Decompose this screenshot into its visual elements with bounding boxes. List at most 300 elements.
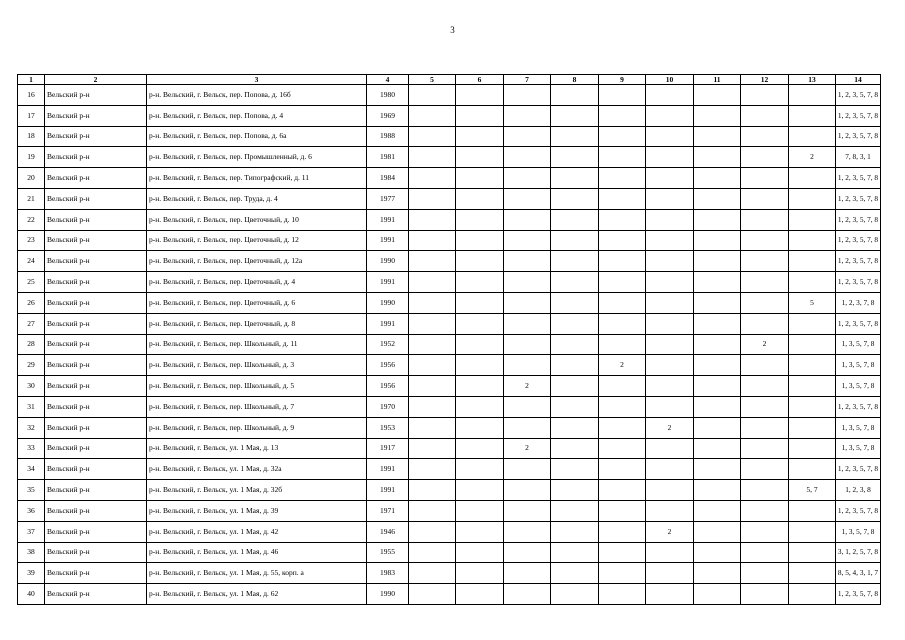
cell-c14: 1, 2, 3, 5, 7, 8	[836, 584, 881, 605]
cell-c12	[741, 438, 789, 459]
cell-c8	[551, 147, 599, 168]
cell-c14: 1, 3, 5, 7, 8	[836, 417, 881, 438]
cell-c13	[789, 230, 836, 251]
cell-c13	[789, 563, 836, 584]
cell-c13	[789, 438, 836, 459]
column-header-1: 1	[18, 75, 45, 85]
cell-c6	[456, 292, 504, 313]
cell-c10	[646, 272, 694, 293]
table-row	[18, 500, 881, 521]
table-row	[18, 126, 881, 147]
cell-c12	[741, 584, 789, 605]
cell-c12	[741, 563, 789, 584]
cell-c8	[551, 563, 599, 584]
cell-year: 1955	[367, 542, 409, 563]
cell-n: 27	[18, 313, 45, 334]
cell-address: р-н. Вельский, г. Вельск, ул. 1 Мая, д. 62	[147, 584, 367, 605]
cell-c9	[599, 272, 646, 293]
cell-c14: 3, 1, 2, 5, 7, 8	[836, 542, 881, 563]
cell-c10	[646, 209, 694, 230]
cell-c6	[456, 230, 504, 251]
data-table	[17, 74, 881, 605]
cell-c5	[409, 480, 456, 501]
table-body	[18, 85, 881, 605]
table-row	[18, 147, 881, 168]
cell-c9	[599, 480, 646, 501]
cell-address: р-н. Вельский, г. Вельск, пер. Школьный, д. 5	[147, 376, 367, 397]
cell-c10	[646, 85, 694, 106]
cell-c7: 2	[504, 376, 551, 397]
cell-year: 1980	[367, 85, 409, 106]
cell-c11	[694, 396, 741, 417]
cell-c10	[646, 147, 694, 168]
cell-c7	[504, 105, 551, 126]
cell-district: Вельский р-н	[45, 521, 147, 542]
cell-c14: 1, 3, 5, 7, 8	[836, 334, 881, 355]
cell-year: 1953	[367, 417, 409, 438]
cell-c13	[789, 396, 836, 417]
table-row	[18, 417, 881, 438]
cell-n: 26	[18, 292, 45, 313]
cell-c7: 2	[504, 438, 551, 459]
cell-c14: 1, 2, 3, 5, 7, 8	[836, 105, 881, 126]
cell-c8	[551, 500, 599, 521]
cell-c11	[694, 417, 741, 438]
cell-c10	[646, 292, 694, 313]
cell-c14: 1, 2, 3, 5, 7, 8	[836, 459, 881, 480]
cell-district: Вельский р-н	[45, 230, 147, 251]
cell-c11	[694, 584, 741, 605]
cell-c13	[789, 272, 836, 293]
cell-c9	[599, 584, 646, 605]
table-row	[18, 230, 881, 251]
cell-c11	[694, 230, 741, 251]
cell-c9	[599, 230, 646, 251]
cell-c7	[504, 209, 551, 230]
cell-n: 25	[18, 272, 45, 293]
cell-c10	[646, 584, 694, 605]
cell-c5	[409, 147, 456, 168]
cell-c13: 2	[789, 147, 836, 168]
cell-c7	[504, 272, 551, 293]
cell-c7	[504, 542, 551, 563]
cell-year: 1971	[367, 500, 409, 521]
table-row	[18, 334, 881, 355]
cell-c13	[789, 209, 836, 230]
table-row	[18, 376, 881, 397]
cell-c8	[551, 209, 599, 230]
cell-district: Вельский р-н	[45, 168, 147, 189]
table-header-row	[18, 75, 881, 85]
cell-c13	[789, 334, 836, 355]
cell-c14: 1, 3, 5, 7, 8	[836, 438, 881, 459]
cell-c6	[456, 334, 504, 355]
cell-c6	[456, 459, 504, 480]
table-row	[18, 459, 881, 480]
cell-c5	[409, 438, 456, 459]
cell-address: р-н. Вельский, г. Вельск, ул. 1 Мая, д. 55, корп. а	[147, 563, 367, 584]
cell-address: р-н. Вельский, г. Вельск, ул. 1 Мая, д. 13	[147, 438, 367, 459]
cell-c13: 5	[789, 292, 836, 313]
cell-c7	[504, 292, 551, 313]
cell-c11	[694, 292, 741, 313]
cell-c9	[599, 85, 646, 106]
cell-c13	[789, 417, 836, 438]
cell-c6	[456, 521, 504, 542]
cell-c11	[694, 459, 741, 480]
cell-c11	[694, 147, 741, 168]
cell-year: 1990	[367, 292, 409, 313]
cell-n: 38	[18, 542, 45, 563]
table-row	[18, 292, 881, 313]
cell-c9	[599, 105, 646, 126]
cell-c8	[551, 313, 599, 334]
cell-c11	[694, 126, 741, 147]
cell-c8	[551, 272, 599, 293]
cell-address: р-н. Вельский, г. Вельск, пер. Цветочный, д. 12	[147, 230, 367, 251]
cell-c10	[646, 251, 694, 272]
cell-c13: 5, 7	[789, 480, 836, 501]
cell-c7	[504, 459, 551, 480]
cell-c5	[409, 542, 456, 563]
cell-c8	[551, 584, 599, 605]
cell-c12	[741, 230, 789, 251]
cell-n: 22	[18, 209, 45, 230]
cell-c8	[551, 417, 599, 438]
cell-address: р-н. Вельский, г. Вельск, пер. Цветочный, д. 6	[147, 292, 367, 313]
cell-c7	[504, 313, 551, 334]
cell-district: Вельский р-н	[45, 459, 147, 480]
cell-address: р-н. Вельский, г. Вельск, пер. Попова, д. 4	[147, 105, 367, 126]
cell-c11	[694, 438, 741, 459]
cell-c7	[504, 500, 551, 521]
cell-address: р-н. Вельский, г. Вельск, пер. Цветочный, д. 12а	[147, 251, 367, 272]
cell-c13	[789, 126, 836, 147]
column-header-2: 2	[45, 75, 147, 85]
cell-c6	[456, 396, 504, 417]
cell-district: Вельский р-н	[45, 209, 147, 230]
cell-c6	[456, 542, 504, 563]
cell-district: Вельский р-н	[45, 500, 147, 521]
cell-c9	[599, 292, 646, 313]
cell-district: Вельский р-н	[45, 396, 147, 417]
cell-c7	[504, 168, 551, 189]
cell-c14: 1, 2, 3, 7, 8	[836, 292, 881, 313]
cell-c14: 1, 2, 3, 5, 7, 8	[836, 313, 881, 334]
cell-c12	[741, 355, 789, 376]
cell-c5	[409, 188, 456, 209]
table-row	[18, 355, 881, 376]
cell-c5	[409, 459, 456, 480]
cell-c10	[646, 230, 694, 251]
cell-c12	[741, 105, 789, 126]
cell-c6	[456, 563, 504, 584]
cell-n: 23	[18, 230, 45, 251]
cell-district: Вельский р-н	[45, 85, 147, 106]
cell-address: р-н. Вельский, г. Вельск, ул. 1 Мая, д. 32б	[147, 480, 367, 501]
column-header-11: 11	[694, 75, 741, 85]
cell-address: р-н. Вельский, г. Вельск, пер. Попова, д. 16б	[147, 85, 367, 106]
cell-n: 30	[18, 376, 45, 397]
cell-c5	[409, 105, 456, 126]
cell-c7	[504, 563, 551, 584]
cell-c8	[551, 230, 599, 251]
cell-c5	[409, 126, 456, 147]
cell-c12	[741, 417, 789, 438]
cell-c13	[789, 168, 836, 189]
cell-district: Вельский р-н	[45, 355, 147, 376]
cell-c10	[646, 459, 694, 480]
cell-c9	[599, 126, 646, 147]
cell-c12	[741, 542, 789, 563]
cell-c7	[504, 584, 551, 605]
cell-district: Вельский р-н	[45, 292, 147, 313]
cell-c5	[409, 251, 456, 272]
cell-n: 31	[18, 396, 45, 417]
cell-c11	[694, 209, 741, 230]
cell-c12	[741, 251, 789, 272]
cell-c10	[646, 355, 694, 376]
cell-c12	[741, 500, 789, 521]
cell-c12	[741, 292, 789, 313]
table-row	[18, 542, 881, 563]
cell-c7	[504, 521, 551, 542]
cell-year: 1977	[367, 188, 409, 209]
cell-district: Вельский р-н	[45, 480, 147, 501]
cell-c5	[409, 334, 456, 355]
cell-c12	[741, 168, 789, 189]
cell-address: р-н. Вельский, г. Вельск, пер. Цветочный, д. 10	[147, 209, 367, 230]
table-row	[18, 521, 881, 542]
cell-c9	[599, 542, 646, 563]
table-row	[18, 480, 881, 501]
cell-year: 1990	[367, 251, 409, 272]
cell-c9	[599, 313, 646, 334]
cell-c5	[409, 563, 456, 584]
cell-year: 1991	[367, 272, 409, 293]
cell-district: Вельский р-н	[45, 313, 147, 334]
cell-c12	[741, 396, 789, 417]
table-row	[18, 438, 881, 459]
cell-c6	[456, 126, 504, 147]
cell-address: р-н. Вельский, г. Вельск, пер. Промышленный, д. 6	[147, 147, 367, 168]
cell-district: Вельский р-н	[45, 251, 147, 272]
cell-address: р-н. Вельский, г. Вельск, пер. Цветочный, д. 8	[147, 313, 367, 334]
cell-c5	[409, 355, 456, 376]
cell-year: 1956	[367, 376, 409, 397]
cell-c14: 1, 3, 5, 7, 8	[836, 355, 881, 376]
cell-c12	[741, 480, 789, 501]
cell-n: 21	[18, 188, 45, 209]
cell-c6	[456, 147, 504, 168]
cell-year: 1991	[367, 230, 409, 251]
cell-c8	[551, 188, 599, 209]
cell-c11	[694, 521, 741, 542]
cell-c7	[504, 417, 551, 438]
cell-c5	[409, 272, 456, 293]
cell-c11	[694, 188, 741, 209]
cell-c10	[646, 396, 694, 417]
cell-district: Вельский р-н	[45, 417, 147, 438]
cell-year: 1981	[367, 147, 409, 168]
table-row	[18, 209, 881, 230]
cell-c11	[694, 542, 741, 563]
cell-c9	[599, 500, 646, 521]
cell-district: Вельский р-н	[45, 272, 147, 293]
cell-c7	[504, 355, 551, 376]
cell-c13	[789, 251, 836, 272]
cell-c14: 1, 3, 5, 7, 8	[836, 521, 881, 542]
cell-c13	[789, 355, 836, 376]
cell-c7	[504, 85, 551, 106]
cell-c7	[504, 126, 551, 147]
cell-address: р-н. Вельский, г. Вельск, пер. Труда, д. 4	[147, 188, 367, 209]
cell-c8	[551, 168, 599, 189]
cell-c14: 1, 2, 3, 5, 7, 8	[836, 188, 881, 209]
cell-n: 36	[18, 500, 45, 521]
cell-c11	[694, 251, 741, 272]
cell-address: р-н. Вельский, г. Вельск, ул. 1 Мая, д. 46	[147, 542, 367, 563]
cell-address: р-н. Вельский, г. Вельск, пер. Школьный, д. 3	[147, 355, 367, 376]
cell-c6	[456, 272, 504, 293]
cell-c6	[456, 209, 504, 230]
cell-c9: 2	[599, 355, 646, 376]
cell-c13	[789, 188, 836, 209]
cell-c7	[504, 251, 551, 272]
cell-c5	[409, 396, 456, 417]
cell-c12	[741, 459, 789, 480]
cell-address: р-н. Вельский, г. Вельск, пер. Школьный, д. 9	[147, 417, 367, 438]
cell-address: р-н. Вельский, г. Вельск, пер. Цветочный, д. 4	[147, 272, 367, 293]
cell-year: 1991	[367, 459, 409, 480]
cell-c5	[409, 500, 456, 521]
cell-c6	[456, 438, 504, 459]
cell-year: 1946	[367, 521, 409, 542]
column-header-7: 7	[504, 75, 551, 85]
cell-c10	[646, 480, 694, 501]
cell-c8	[551, 355, 599, 376]
cell-c6	[456, 251, 504, 272]
cell-c9	[599, 438, 646, 459]
cell-c12	[741, 376, 789, 397]
cell-n: 39	[18, 563, 45, 584]
table-row	[18, 396, 881, 417]
cell-c12	[741, 85, 789, 106]
cell-c8	[551, 251, 599, 272]
cell-c14: 1, 2, 3, 5, 7, 8	[836, 209, 881, 230]
cell-n: 19	[18, 147, 45, 168]
column-header-10: 10	[646, 75, 694, 85]
cell-district: Вельский р-н	[45, 188, 147, 209]
table-row	[18, 251, 881, 272]
cell-n: 34	[18, 459, 45, 480]
cell-c11	[694, 105, 741, 126]
cell-c5	[409, 584, 456, 605]
cell-c10	[646, 438, 694, 459]
cell-c11	[694, 355, 741, 376]
cell-year: 1917	[367, 438, 409, 459]
cell-n: 28	[18, 334, 45, 355]
cell-c12: 2	[741, 334, 789, 355]
cell-c14: 1, 2, 3, 5, 7, 8	[836, 168, 881, 189]
cell-district: Вельский р-н	[45, 438, 147, 459]
table-row	[18, 313, 881, 334]
cell-c9	[599, 188, 646, 209]
cell-district: Вельский р-н	[45, 376, 147, 397]
cell-year: 1983	[367, 563, 409, 584]
cell-c9	[599, 334, 646, 355]
cell-c8	[551, 105, 599, 126]
cell-n: 33	[18, 438, 45, 459]
cell-c7	[504, 188, 551, 209]
cell-c6	[456, 500, 504, 521]
cell-year: 1984	[367, 168, 409, 189]
column-header-13: 13	[789, 75, 836, 85]
cell-n: 18	[18, 126, 45, 147]
cell-c6	[456, 85, 504, 106]
cell-c11	[694, 376, 741, 397]
table-row	[18, 563, 881, 584]
cell-c8	[551, 438, 599, 459]
cell-c9	[599, 396, 646, 417]
cell-c14: 1, 3, 5, 7, 8	[836, 376, 881, 397]
cell-district: Вельский р-н	[45, 105, 147, 126]
cell-year: 1970	[367, 396, 409, 417]
cell-c14: 1, 2, 3, 5, 7, 8	[836, 500, 881, 521]
cell-c8	[551, 376, 599, 397]
cell-c14: 1, 2, 3, 5, 7, 8	[836, 126, 881, 147]
cell-c5	[409, 292, 456, 313]
cell-c8	[551, 85, 599, 106]
cell-n: 37	[18, 521, 45, 542]
cell-n: 35	[18, 480, 45, 501]
cell-c14: 1, 2, 3, 5, 7, 8	[836, 85, 881, 106]
cell-year: 1991	[367, 480, 409, 501]
column-header-3: 3	[147, 75, 367, 85]
cell-address: р-н. Вельский, г. Вельск, пер. Школьный, д. 7	[147, 396, 367, 417]
cell-c13	[789, 542, 836, 563]
cell-address: р-н. Вельский, г. Вельск, ул. 1 Мая, д. 39	[147, 500, 367, 521]
cell-c8	[551, 542, 599, 563]
column-header-14: 14	[836, 75, 881, 85]
cell-c10	[646, 313, 694, 334]
cell-address: р-н. Вельский, г. Вельск, пер. Школьный, д. 11	[147, 334, 367, 355]
cell-c9	[599, 168, 646, 189]
cell-district: Вельский р-н	[45, 563, 147, 584]
cell-c10	[646, 126, 694, 147]
cell-c13	[789, 376, 836, 397]
cell-c9	[599, 521, 646, 542]
cell-c12	[741, 521, 789, 542]
cell-n: 16	[18, 85, 45, 106]
cell-c8	[551, 459, 599, 480]
cell-c6	[456, 376, 504, 397]
cell-c11	[694, 500, 741, 521]
cell-c9	[599, 147, 646, 168]
cell-c6	[456, 168, 504, 189]
cell-c14: 1, 2, 3, 5, 7, 8	[836, 396, 881, 417]
cell-c13	[789, 105, 836, 126]
column-header-4: 4	[367, 75, 409, 85]
cell-c6	[456, 313, 504, 334]
cell-c10	[646, 188, 694, 209]
cell-year: 1952	[367, 334, 409, 355]
cell-n: 24	[18, 251, 45, 272]
cell-address: р-н. Вельский, г. Вельск, пер. Типографский, д. 11	[147, 168, 367, 189]
cell-c9	[599, 459, 646, 480]
cell-year: 1991	[367, 313, 409, 334]
column-header-9: 9	[599, 75, 646, 85]
